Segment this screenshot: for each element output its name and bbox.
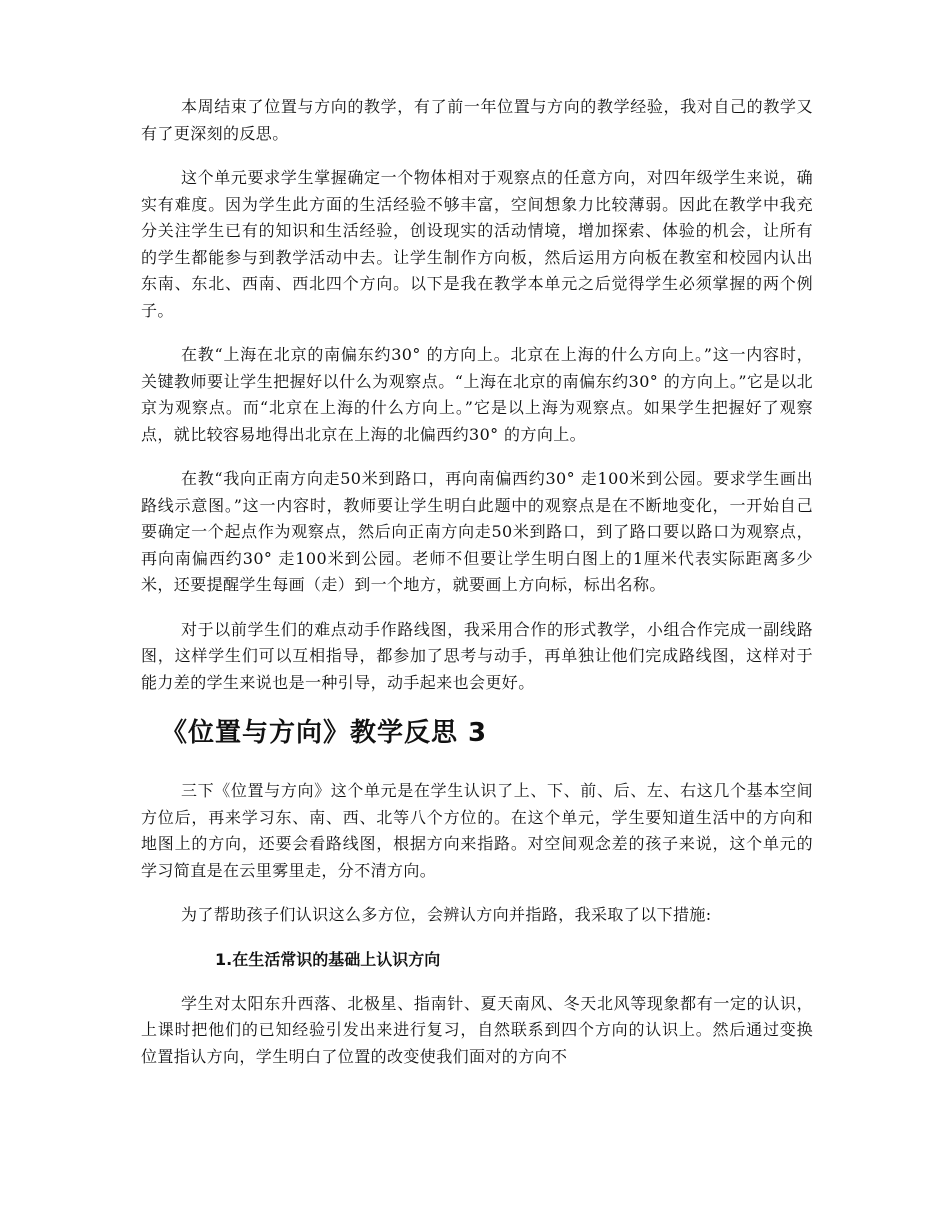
- paragraph-unit-requirements: 这个单元要求学生掌握确定一个物体相对于观察点的任意方向，对四年级学生来说，确实有难度。因为学生此方面的生活经验不够丰富，空间想象力比较薄弱。因此在教学中我充分关注学生已有的知识和生活经验，创设现实的活动情境，增加探索、体验的机会，让所有的学生都能参与到教学活动中去。让学生制作方向板，然后运用方向板在教室和校园内认出东南、东北、西南、西北四个方向。以下是我在教学本单元之后觉得学生必须掌握的两个例子。: [141, 168, 813, 320]
- sub-heading: 1.在生活常识的基础上认识方向: [215, 949, 441, 969]
- paragraph-unit-overview: 三下《位置与方向》这个单元是在学生认识了上、下、前、后、左、右这几个基本空间方位后，再来学习东、南、西、北等八个方位的。在这个单元，学生要知道生活中的方向和地图上的方向，还要会看路线图，根据方向来指路。对空间观念差的孩子来说，这个单元的学习简直是在云里雾里走，分不清方向。: [141, 781, 813, 880]
- paragraph-measures-intro: 为了帮助孩子们认识这么多方位，会辨认方向并指路，我采取了以下措施:: [181, 905, 712, 924]
- document-body: [141, 94, 813, 1088]
- paragraph-intro: 本周结束了位置与方向的教学，有了前一年位置与方向的教学经验，我对自己的教学又有了更深刻的反思。: [141, 97, 813, 143]
- paragraph-daily-knowledge: 学生对太阳东升西落、北极星、指南针、夏天南风、冬天北风等现象都有一定的认识，上课时把他们的已知经验引发出来进行复习，自然联系到四个方向的认识上。然后通过变换位置指认方向，学生明白了位置的改变使我们面对的方向不: [141, 993, 813, 1066]
- section-title: 《位置与方向》教学反思 3: [161, 718, 488, 748]
- paragraph-route-map: 对于以前学生们的难点动手作路线图，我采用合作的形式教学，小组合作完成一副线路图，这样学生们可以互相指导，都参加了思考与动手，再单独让他们完成路线图，这样对于能力差的学生来说也是一种引导，动手起来也会更好。: [141, 619, 813, 692]
- paragraph-example-two: 在教“我向正南方向走50米到路口，再向南偏西约30° 走100米到公园。要求学生画出路线示意图。”这一内容时，教师要让学生明白此题中的观察点是在不断地变化，一开始自己要确定一个起点作为观察点，然后向正南方向走50米到路口，到了路口要以路口为观察点，再向南偏西约30° 走100米到公园。老师不但要让学生明白图上的1厘米代表实际距离多少米，还要提醒学生每画（走）到一个地方，就要画上方向标，标出名称。: [141, 469, 813, 594]
- paragraph-example-one: 在教“上海在北京的南偏东约30° 的方向上。北京在上海的什么方向上。”这一内容时，关键教师要让学生把握好以什么为观察点。“上海在北京的南偏东约30° 的方向上。”它是以北京为观察点。而“北京在上海的什么方向上。”它是以上海为观察点。如果学生把握好了观察点，就比较容易地得出北京在上海的北偏西约30° 的方向上。: [141, 345, 813, 444]
